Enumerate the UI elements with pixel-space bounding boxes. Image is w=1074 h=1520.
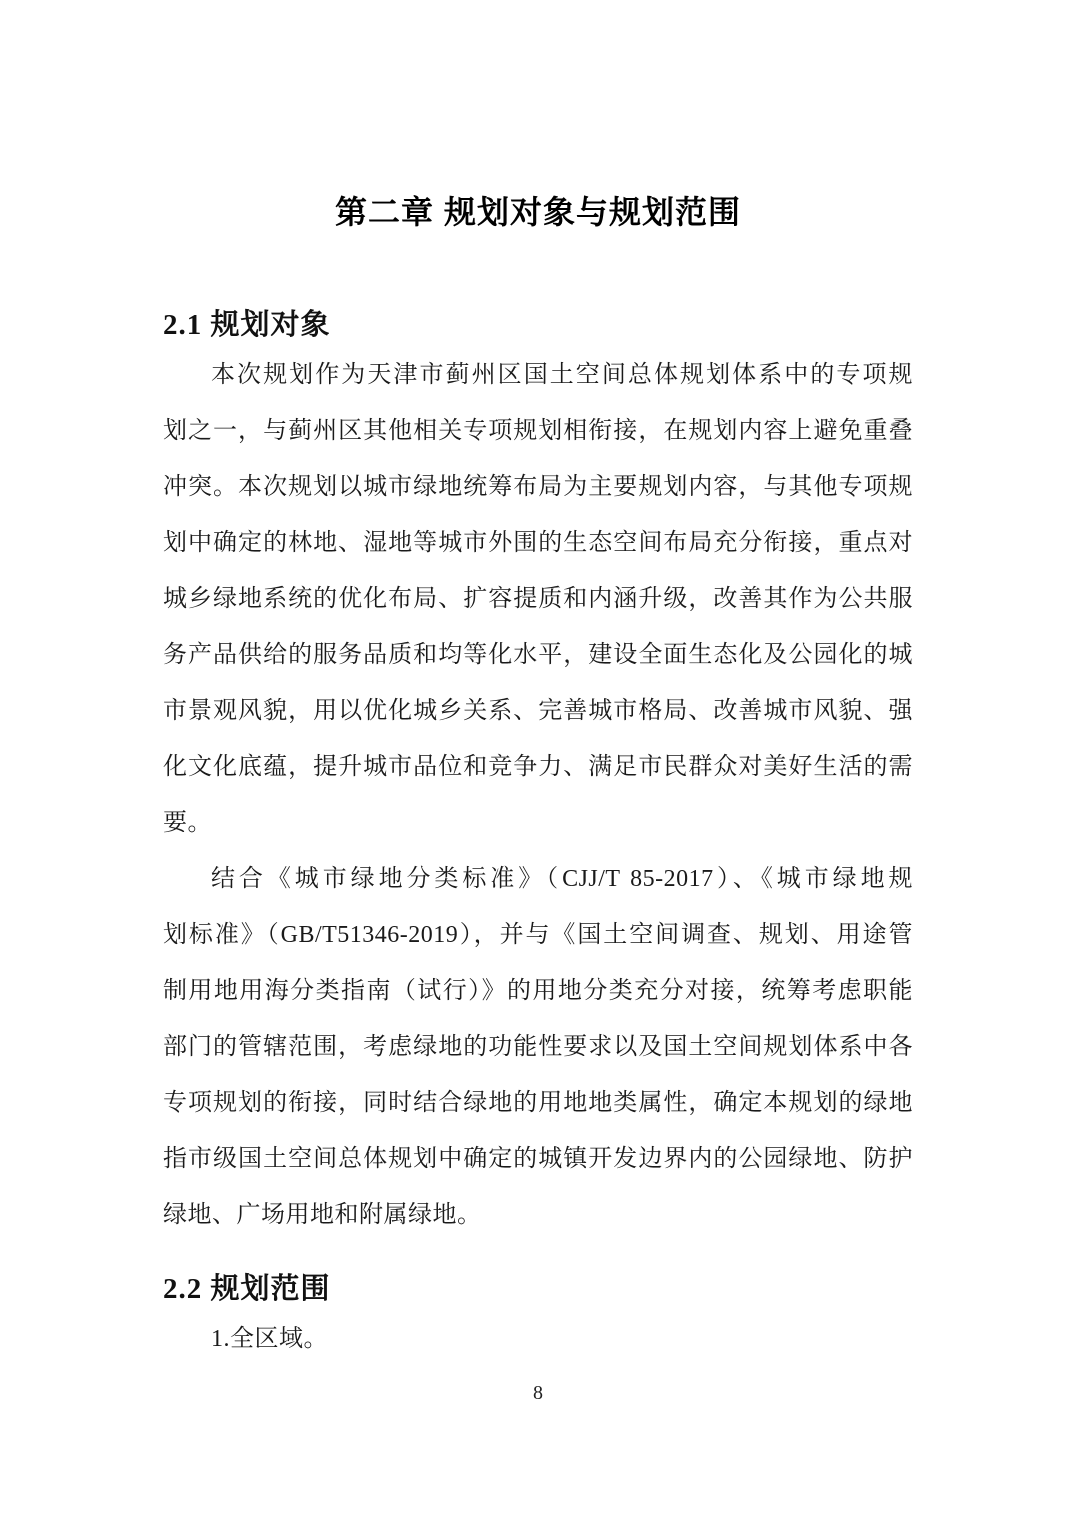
paragraph-planning-object-1: [163, 347, 913, 851]
text-line: 城乡绿地系统的优化布局、扩容提质和内涵升级，改善其作为公共服: [163, 586, 913, 612]
text-line: 绿地、广场用地和附属绿地。: [163, 1202, 482, 1228]
section-heading-2-1: 2.1 规划对象: [163, 309, 331, 341]
text-line: 指市级国土空间总体规划中确定的城镇开发边界内的公园绿地、防护: [163, 1146, 913, 1172]
paragraph-planning-scope: [163, 1311, 913, 1367]
chapter-title: 第二章 规划对象与规划范围: [335, 194, 741, 230]
text-line: 1.全区域。: [211, 1326, 328, 1352]
text-line: 本次规划作为天津市蓟州区国土空间总体规划体系中的专项规: [211, 362, 913, 388]
text-line: 化文化底蕴，提升城市品位和竞争力、满足市民群众对美好生活的需: [163, 754, 913, 780]
text-line: 制用地用海分类指南（试行）》的用地分类充分对接，统筹考虑职能: [163, 978, 913, 1004]
text-line: 结合《城市绿地分类标准》（CJJ/T 85-2017）、《城市绿地规: [211, 866, 913, 892]
text-line: 务产品供给的服务品质和均等化水平，建设全面生态化及公园化的城: [163, 642, 913, 668]
page-content: [163, 0, 913, 1367]
text-line: 划之一，与蓟州区其他相关专项规划相衔接，在规划内容上避免重叠: [163, 418, 913, 444]
text-line: 划标准》（GB/T51346-2019），并与《国土空间调查、规划、用途管: [163, 922, 913, 948]
text-line: 划中确定的林地、湿地等城市外围的生态空间布局充分衔接，重点对: [163, 530, 913, 556]
text-line: 冲突。本次规划以城市绿地统筹布局为主要规划内容，与其他专项规: [163, 474, 913, 500]
text-line: 要。: [163, 810, 212, 836]
section-heading-2-2: 2.2 规划范围: [163, 1273, 331, 1305]
text-line: 市景观风貌，用以优化城乡关系、完善城市格局、改善城市风貌、强: [163, 698, 913, 724]
page-number: 8: [533, 1382, 543, 1404]
text-line: 部门的管辖范围，考虑绿地的功能性要求以及国土空间规划体系中各: [163, 1034, 913, 1060]
paragraph-planning-object-2: [163, 851, 913, 1243]
text-line: 专项规划的衔接，同时结合绿地的用地地类属性，确定本规划的绿地: [163, 1090, 913, 1116]
